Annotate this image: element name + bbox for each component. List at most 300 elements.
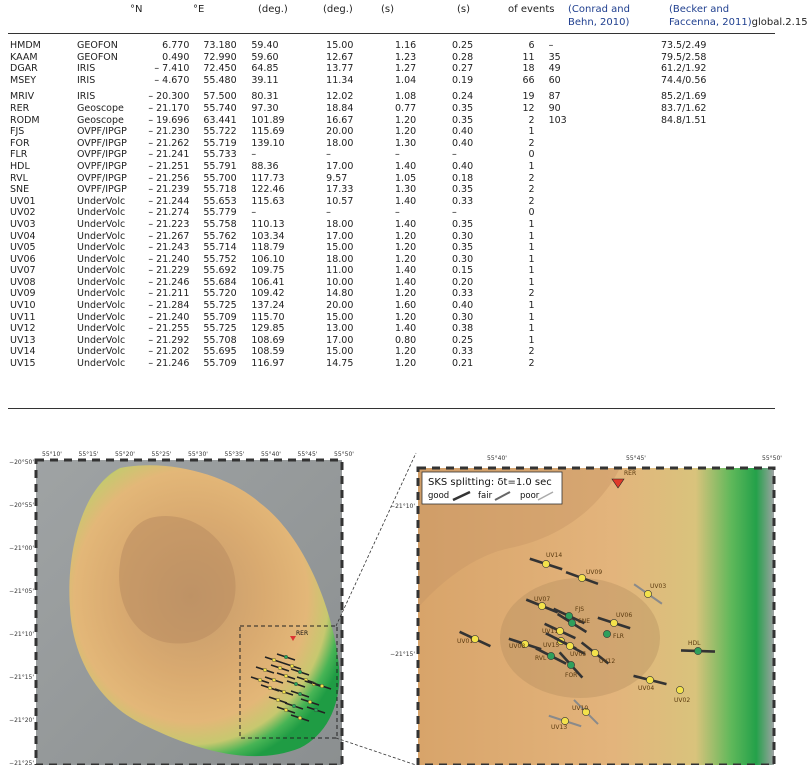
cell-phi: 108.59 bbox=[251, 346, 285, 358]
cell-ref2 bbox=[661, 323, 779, 335]
cell-lat: – 19.696 bbox=[148, 114, 190, 126]
cell-phi: 103.34 bbox=[251, 230, 285, 242]
cell-network: UnderVolc bbox=[76, 358, 126, 370]
cell-phi: 115.69 bbox=[251, 126, 285, 138]
cell-ddt: 0.33 bbox=[451, 195, 474, 207]
cell-ref2 bbox=[661, 335, 779, 347]
cell-code: UV15 bbox=[10, 358, 36, 370]
cell-network: UnderVolc bbox=[76, 346, 126, 358]
cell-lat: – 21.292 bbox=[148, 334, 190, 346]
cell-dt: 1.05 bbox=[395, 172, 417, 184]
cell-dt: 1.20 bbox=[395, 311, 417, 323]
table-row bbox=[10, 242, 779, 254]
table-row bbox=[10, 288, 779, 300]
reunion-overview-map bbox=[0, 448, 352, 765]
cell-dt: 1.30 bbox=[395, 184, 417, 196]
cell-dt: – bbox=[395, 207, 400, 219]
cell-ref1 bbox=[535, 335, 661, 347]
cell-network: UnderVolc bbox=[76, 311, 126, 323]
cell-n: 2 bbox=[528, 184, 535, 196]
cell-code: FJS bbox=[10, 126, 25, 138]
cell-ddt: 0.27 bbox=[451, 63, 474, 75]
cell-lon: 55.692 bbox=[203, 265, 237, 277]
cell-ref2 bbox=[661, 173, 779, 185]
cell-dphi: 10.57 bbox=[326, 195, 354, 207]
station-label: UV11 bbox=[542, 628, 559, 635]
cell-network: GEOFON bbox=[76, 51, 118, 63]
station-label: UV07 bbox=[534, 596, 551, 603]
lon-unit: °E bbox=[193, 4, 205, 15]
cell-n: 1 bbox=[528, 311, 535, 323]
cell-network: OVPF/IPGP bbox=[76, 126, 127, 138]
cell-dphi: 11.00 bbox=[326, 265, 354, 277]
cell-dphi: 17.00 bbox=[326, 230, 354, 242]
cell-dt: 1.20 bbox=[395, 126, 417, 138]
cell-code: UV05 bbox=[10, 242, 36, 254]
station-label: UV09 bbox=[586, 569, 603, 576]
cell-lon: 55.720 bbox=[203, 288, 237, 300]
left-lat-tick: −21°15' bbox=[9, 674, 34, 681]
left-station-marker bbox=[272, 658, 276, 662]
cell-ref2: 83.7/1.62 bbox=[660, 102, 707, 114]
cell-n: 0 bbox=[528, 207, 535, 219]
ref2-line2: Faccenna, 2011) bbox=[669, 17, 752, 28]
cell-ddt: 0.40 bbox=[451, 300, 474, 312]
cell-lat: – 21.274 bbox=[148, 207, 190, 219]
cell-lon: 55.722 bbox=[203, 126, 237, 138]
cell-n: 1 bbox=[528, 126, 535, 138]
cell-ref2 bbox=[661, 161, 779, 173]
cell-n: 0 bbox=[528, 149, 535, 161]
cell-phi: – bbox=[251, 149, 257, 161]
cell-n: 11 bbox=[522, 51, 535, 63]
cell-lon: 55.714 bbox=[203, 242, 237, 254]
left-rer-label: RER bbox=[296, 630, 309, 637]
cell-ref2: 85.2/1.69 bbox=[660, 91, 707, 103]
table-row bbox=[10, 196, 779, 208]
cell-network: UnderVolc bbox=[76, 218, 126, 230]
station-label: UV01 bbox=[457, 638, 474, 645]
cell-ref1 bbox=[535, 149, 661, 161]
cell-lat: – 21.284 bbox=[148, 300, 190, 312]
cell-n: 1 bbox=[528, 160, 535, 172]
table-row bbox=[10, 277, 779, 289]
cell-network: UnderVolc bbox=[76, 276, 126, 288]
cell-phi: 118.79 bbox=[251, 242, 285, 254]
left-station-marker bbox=[263, 668, 267, 672]
station-dot bbox=[610, 619, 617, 626]
left-station-marker bbox=[272, 678, 276, 682]
cell-lat: – 21.246 bbox=[148, 276, 190, 288]
cell-ref1 bbox=[535, 358, 661, 370]
cell-lat: – 21.256 bbox=[148, 172, 190, 184]
cell-ref1 bbox=[535, 138, 661, 150]
cell-ref2 bbox=[661, 126, 779, 138]
left-station-marker bbox=[282, 690, 286, 694]
cell-lon: 55.725 bbox=[203, 300, 237, 312]
cell-ref1 bbox=[535, 173, 661, 185]
station-dot bbox=[644, 590, 651, 597]
cell-ref1 bbox=[535, 288, 661, 300]
legend-good: good bbox=[428, 491, 450, 501]
cell-n: 6 bbox=[528, 40, 535, 51]
station-label: UV15 bbox=[543, 642, 560, 649]
left-lon-tick: 55°50' bbox=[334, 451, 354, 458]
cell-phi: 101.89 bbox=[251, 114, 285, 126]
cell-ref2 bbox=[661, 358, 779, 370]
station-dot bbox=[676, 686, 683, 693]
cell-code: UV09 bbox=[10, 288, 36, 300]
cell-dt: 1.30 bbox=[395, 137, 417, 149]
cell-dt: 1.20 bbox=[395, 288, 417, 300]
cell-network: IRIS bbox=[76, 63, 96, 75]
cell-dphi: 18.84 bbox=[326, 102, 354, 114]
cell-dt: 1.04 bbox=[395, 74, 417, 86]
cell-lat: – 21.255 bbox=[148, 323, 190, 335]
cell-n: 12 bbox=[522, 102, 535, 114]
cell-code: UV14 bbox=[10, 346, 36, 358]
cell-ref2: 74.4/0.56 bbox=[660, 74, 707, 86]
cell-dt: 1.40 bbox=[395, 323, 417, 335]
cell-n: 1 bbox=[528, 334, 535, 346]
cell-phi: 129.85 bbox=[251, 323, 285, 335]
cell-dphi: 12.67 bbox=[326, 51, 354, 63]
cell-ddt: 0.40 bbox=[451, 160, 474, 172]
cell-lon: 57.500 bbox=[203, 91, 237, 103]
cell-code: RVL bbox=[10, 172, 28, 184]
cell-ddt: – bbox=[451, 149, 457, 161]
ref2-suffix: global.2.15 bbox=[751, 17, 808, 28]
cell-code: DGAR bbox=[10, 63, 38, 75]
cell-code: KAAM bbox=[10, 51, 38, 63]
cell-dt: 1.27 bbox=[395, 63, 417, 75]
cell-lon: 55.700 bbox=[203, 172, 237, 184]
cell-dt: 1.40 bbox=[395, 160, 417, 172]
station-label: FJS bbox=[575, 606, 585, 613]
cell-lon: 55.762 bbox=[203, 230, 237, 242]
ref2-line1: (Becker and bbox=[669, 4, 730, 15]
station-dot bbox=[542, 560, 549, 567]
station-label: RER bbox=[624, 470, 637, 477]
legend-title: SKS splitting: δt=1.0 sec bbox=[428, 477, 552, 488]
left-lon-tick: 55°30' bbox=[188, 451, 208, 458]
station-label: UV03 bbox=[650, 583, 667, 590]
cell-lon: 55.718 bbox=[203, 184, 237, 196]
table-row bbox=[10, 346, 779, 358]
cell-dphi: 14.75 bbox=[326, 358, 354, 370]
cell-lat: – 21.170 bbox=[148, 102, 190, 114]
header-rule bbox=[8, 33, 775, 34]
table-row bbox=[10, 312, 779, 324]
cell-network: UnderVolc bbox=[76, 334, 126, 346]
cell-dphi: 17.00 bbox=[326, 160, 354, 172]
table-row bbox=[10, 254, 779, 266]
cell-n: 2 bbox=[528, 346, 535, 358]
table-row bbox=[10, 75, 779, 87]
cell-ddt: 0.35 bbox=[451, 102, 474, 114]
cell-lat: – 7.410 bbox=[154, 63, 190, 75]
cell-dphi: 18.00 bbox=[326, 218, 354, 230]
cell-network: UnderVolc bbox=[76, 300, 126, 312]
cell-phi: 115.63 bbox=[251, 195, 285, 207]
cell-lat: – 21.262 bbox=[148, 137, 190, 149]
cell-lon: 55.725 bbox=[203, 323, 237, 335]
cell-lon: 55.684 bbox=[203, 276, 237, 288]
left-lon-tick: 55°20' bbox=[115, 451, 135, 458]
cell-ref1 bbox=[535, 277, 661, 289]
left-station-marker bbox=[258, 678, 262, 682]
cell-dphi: 16.67 bbox=[326, 114, 354, 126]
phi-unit: (deg.) bbox=[258, 4, 288, 15]
station-dot bbox=[603, 630, 610, 637]
right-lat-tick: −21°15' bbox=[390, 651, 415, 658]
cell-network: OVPF/IPGP bbox=[76, 160, 127, 172]
cell-ddt: 0.40 bbox=[451, 126, 474, 138]
legend bbox=[422, 472, 562, 504]
cell-lon: 55.480 bbox=[203, 74, 237, 86]
station-label: UV05 bbox=[570, 651, 587, 658]
cell-n: 2 bbox=[528, 358, 535, 370]
cell-dt: 1.08 bbox=[395, 91, 417, 103]
left-lat-tick: −20°50' bbox=[9, 459, 34, 466]
cell-ddt: 0.24 bbox=[451, 91, 474, 103]
left-lon-tick: 55°10' bbox=[42, 451, 62, 458]
station-label: UV13 bbox=[551, 724, 568, 731]
table-row bbox=[10, 300, 779, 312]
table-header bbox=[0, 0, 808, 40]
cell-dphi: 15.00 bbox=[326, 242, 354, 254]
cell-phi: 80.31 bbox=[251, 91, 279, 103]
left-lat-tick: −21°10' bbox=[9, 631, 34, 638]
cell-lon: 73.180 bbox=[203, 40, 237, 51]
cell-code: MSEY bbox=[10, 74, 37, 86]
cell-network: OVPF/IPGP bbox=[76, 184, 127, 196]
cell-ref1: 103 bbox=[548, 114, 567, 126]
cell-dphi: 20.00 bbox=[326, 300, 354, 312]
cell-dphi: 14.80 bbox=[326, 288, 354, 300]
left-station-marker bbox=[268, 686, 272, 690]
cell-lon: 55.752 bbox=[203, 253, 237, 265]
cell-network: OVPF/IPGP bbox=[76, 172, 127, 184]
cell-code: MRIV bbox=[10, 91, 35, 103]
station-label: FLR bbox=[613, 633, 624, 640]
left-lat-tick: −21°20' bbox=[9, 717, 34, 724]
cell-ref2 bbox=[661, 254, 779, 266]
cell-ref2: 61.2/1.92 bbox=[660, 63, 707, 75]
cell-dt: 1.60 bbox=[395, 300, 417, 312]
cell-lat: – 4.670 bbox=[154, 74, 190, 86]
cell-ref2: 73.5/2.49 bbox=[660, 40, 707, 51]
cell-code: UV13 bbox=[10, 334, 36, 346]
cell-dt: 1.40 bbox=[395, 276, 417, 288]
station-label: UV14 bbox=[546, 552, 563, 559]
cell-dphi: 18.00 bbox=[326, 253, 354, 265]
cell-lat: 6.770 bbox=[162, 40, 190, 51]
cell-lat: – 20.300 bbox=[148, 91, 190, 103]
left-station-marker bbox=[284, 708, 288, 712]
cell-ref1 bbox=[535, 265, 661, 277]
cell-dt: 1.20 bbox=[395, 230, 417, 242]
table-row bbox=[10, 265, 779, 277]
station-dot bbox=[578, 574, 585, 581]
cell-ddt: 0.15 bbox=[451, 265, 474, 277]
cell-ref2 bbox=[661, 265, 779, 277]
cell-dt: 1.20 bbox=[395, 358, 417, 370]
cell-lat: – 21.240 bbox=[148, 311, 190, 323]
right-lat-tick: −21°10' bbox=[390, 503, 415, 510]
cell-lat: – 21.243 bbox=[148, 242, 190, 254]
cell-n: 2 bbox=[528, 195, 535, 207]
left-station-marker bbox=[292, 704, 296, 708]
cell-ref2 bbox=[661, 312, 779, 324]
station-label: UV06 bbox=[616, 612, 633, 619]
cell-dphi: 15.00 bbox=[326, 40, 354, 51]
cell-phi: 59.40 bbox=[251, 40, 279, 51]
left-station-marker bbox=[298, 692, 302, 696]
cell-network: IRIS bbox=[76, 74, 96, 86]
legend-fair: fair bbox=[478, 491, 493, 501]
table-row bbox=[10, 103, 779, 115]
cell-lon: 55.653 bbox=[203, 195, 237, 207]
cell-ref2: 84.8/1.51 bbox=[660, 114, 707, 126]
left-lon-tick: 55°45' bbox=[297, 451, 318, 458]
cell-code: UV06 bbox=[10, 253, 36, 265]
cell-dphi: 12.02 bbox=[326, 91, 354, 103]
cell-ref1 bbox=[535, 196, 661, 208]
cell-network: IRIS bbox=[76, 91, 96, 103]
cell-code: UV03 bbox=[10, 218, 36, 230]
cell-dt: 1.40 bbox=[395, 195, 417, 207]
cell-ddt: 0.18 bbox=[451, 172, 474, 184]
cell-dphi: 13.77 bbox=[326, 63, 354, 75]
cell-phi: 137.24 bbox=[251, 300, 285, 312]
cell-dphi: 18.00 bbox=[326, 137, 354, 149]
cell-code: UV04 bbox=[10, 230, 36, 242]
station-label: UV12 bbox=[599, 658, 616, 665]
table-row bbox=[10, 126, 779, 138]
cell-ref2 bbox=[661, 277, 779, 289]
cell-dphi: – bbox=[326, 207, 331, 219]
cell-code: HDL bbox=[10, 160, 30, 172]
cell-ref1: 87 bbox=[548, 91, 561, 103]
cell-n: 1 bbox=[528, 253, 535, 265]
cell-dt: – bbox=[395, 149, 400, 161]
cell-dt: 1.16 bbox=[395, 40, 417, 51]
cell-ref1 bbox=[535, 126, 661, 138]
cell-ref2 bbox=[661, 288, 779, 300]
lat-unit: °N bbox=[130, 4, 143, 15]
table-row bbox=[10, 63, 779, 75]
station-label: UV10 bbox=[572, 705, 589, 712]
table-row bbox=[10, 207, 779, 219]
table-row bbox=[10, 115, 779, 127]
cell-ddt: 0.35 bbox=[451, 114, 474, 126]
station-dot bbox=[694, 647, 701, 654]
cell-dt: 1.20 bbox=[395, 242, 417, 254]
cell-lat: – 21.246 bbox=[148, 358, 190, 370]
station-label: SNE bbox=[578, 618, 591, 625]
left-lat-tick: −21°00' bbox=[9, 545, 34, 552]
cell-ref1: 49 bbox=[548, 63, 561, 75]
cell-lat: – 21.211 bbox=[148, 288, 190, 300]
cell-network: UnderVolc bbox=[76, 265, 126, 277]
caldera bbox=[500, 578, 660, 698]
cell-dt: 1.23 bbox=[395, 51, 417, 63]
table-row bbox=[10, 86, 779, 103]
cell-phi: 88.36 bbox=[251, 160, 279, 172]
left-station-marker bbox=[314, 708, 318, 712]
cell-phi: 109.75 bbox=[251, 265, 285, 277]
cell-dt: 1.40 bbox=[395, 218, 417, 230]
cell-ref2 bbox=[661, 207, 779, 219]
right-lon-tick: 55°40' bbox=[487, 455, 507, 462]
cell-lat: – 21.240 bbox=[148, 253, 190, 265]
cell-phi: 117.73 bbox=[251, 172, 285, 184]
cell-code: UV11 bbox=[10, 311, 36, 323]
station-label: UV04 bbox=[638, 685, 655, 692]
cell-phi: 108.69 bbox=[251, 334, 285, 346]
cell-phi: 122.46 bbox=[251, 184, 285, 196]
cell-ref2 bbox=[661, 184, 779, 196]
ref1-line1: (Conrad and bbox=[568, 4, 630, 15]
cell-ddt: 0.30 bbox=[451, 253, 474, 265]
cell-ref2 bbox=[661, 231, 779, 243]
cell-ref1 bbox=[535, 184, 661, 196]
cell-phi: 106.10 bbox=[251, 253, 285, 265]
cell-ddt: 0.25 bbox=[451, 334, 474, 346]
cell-network: UnderVolc bbox=[76, 230, 126, 242]
cell-ref1 bbox=[535, 219, 661, 231]
right-lon-tick: 55°45' bbox=[626, 455, 646, 462]
cell-lon: 55.708 bbox=[203, 334, 237, 346]
legend-poor: poor bbox=[520, 491, 540, 501]
cell-ref1 bbox=[535, 312, 661, 324]
cell-ddt: 0.35 bbox=[451, 184, 474, 196]
cell-network: UnderVolc bbox=[76, 195, 126, 207]
cell-code: UV02 bbox=[10, 207, 36, 219]
cell-ref1 bbox=[535, 254, 661, 266]
cell-dphi: – bbox=[326, 149, 331, 161]
cell-dt: 1.20 bbox=[395, 346, 417, 358]
cell-n: 2 bbox=[528, 288, 535, 300]
station-dot bbox=[646, 676, 653, 683]
station-label: HDL bbox=[688, 640, 701, 647]
cell-ref1 bbox=[535, 323, 661, 335]
cell-lon: 63.441 bbox=[203, 114, 237, 126]
cell-ref2 bbox=[661, 300, 779, 312]
cell-phi: 59.60 bbox=[251, 51, 279, 63]
cell-lon: 55.733 bbox=[203, 149, 237, 161]
cell-dt: 1.40 bbox=[395, 265, 417, 277]
cell-ref1 bbox=[535, 242, 661, 254]
cell-code: UV01 bbox=[10, 195, 36, 207]
cell-code: UV10 bbox=[10, 300, 36, 312]
cell-code: SNE bbox=[10, 184, 30, 196]
left-station-marker bbox=[298, 670, 302, 674]
cell-network: Geoscope bbox=[76, 114, 124, 126]
cell-code: UV12 bbox=[10, 323, 36, 335]
cell-code: FOR bbox=[10, 137, 30, 149]
cell-ddt: – bbox=[451, 207, 457, 219]
cell-lon: 55.740 bbox=[203, 102, 237, 114]
cell-phi: 106.41 bbox=[251, 276, 285, 288]
cell-ddt: 0.40 bbox=[451, 137, 474, 149]
cell-lon: 72.990 bbox=[203, 51, 237, 63]
dphi-unit: (deg.) bbox=[323, 4, 353, 15]
cell-network: Geoscope bbox=[76, 102, 124, 114]
table-row bbox=[10, 335, 779, 347]
cell-n: 2 bbox=[528, 137, 535, 149]
